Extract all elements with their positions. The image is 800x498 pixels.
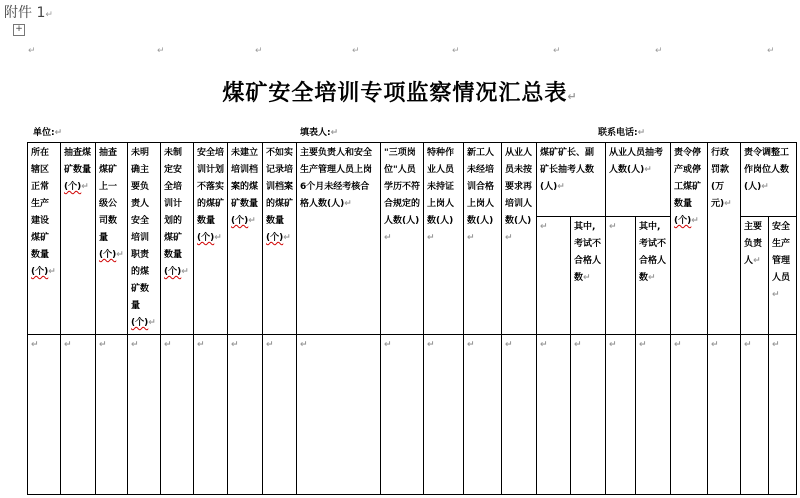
table-row bbox=[28, 335, 797, 495]
table-cell[interactable]: ↵ bbox=[61, 335, 96, 495]
filler-label: 填表人:↵ bbox=[300, 128, 339, 138]
header-cell: 煤矿矿长、副矿长抽考人数(人)↵ bbox=[537, 143, 606, 217]
header-cell: 特种作业人员未持证上岗人数(人)↵ bbox=[424, 143, 464, 335]
header-cell: 新工人未经培训合格上岗人数(人)↵ bbox=[464, 143, 502, 335]
table-cell[interactable]: ↵ bbox=[381, 335, 424, 495]
paragraph-mark-icon: ↵ bbox=[352, 46, 360, 56]
phone-label: 联系电话:↵ bbox=[598, 128, 646, 138]
table-cell[interactable]: ↵ bbox=[297, 335, 381, 495]
table-cell[interactable]: ↵ bbox=[741, 335, 769, 495]
header-cell: "三项岗位"人员学历不符合规定的人数(人)↵ bbox=[381, 143, 424, 335]
summary-table bbox=[27, 142, 797, 495]
unit-label: 单位:↵ bbox=[33, 128, 63, 138]
header-cell: 所在辖区正常生产建设煤矿数量(个)↵ bbox=[28, 143, 61, 335]
header-cell: 未明确主要负责人安全培训职责的煤矿数量(个)↵ bbox=[128, 143, 161, 335]
table-cell[interactable]: ↵ bbox=[636, 335, 671, 495]
table-cell[interactable]: ↵ bbox=[28, 335, 61, 495]
header-cell: 责令调整工作岗位人数(人)↵ bbox=[741, 143, 797, 217]
header-cell: 安全培训计划不落实的煤矿数量(个)↵ bbox=[194, 143, 228, 335]
header-row bbox=[28, 143, 797, 217]
header-cell: 抽查煤矿数量(个)↵ bbox=[61, 143, 96, 335]
table-cell[interactable]: ↵ bbox=[424, 335, 464, 495]
attachment-label: 附件 1↵ bbox=[4, 5, 53, 21]
table-cell[interactable]: ↵ bbox=[96, 335, 128, 495]
table-cell[interactable]: ↵ bbox=[708, 335, 741, 495]
header-cell: 从业人员抽考人数(人)↵ bbox=[606, 143, 671, 217]
table-cell[interactable]: ↵ bbox=[537, 335, 571, 495]
paragraph-mark-icon: ↵ bbox=[553, 46, 561, 56]
paragraph-mark-icon: ↵ bbox=[255, 46, 263, 56]
table-cell[interactable]: ↵ bbox=[671, 335, 708, 495]
header-cell: 不如实记录培训档案的煤矿数量(个)↵ bbox=[263, 143, 297, 335]
header-cell: 主要负责人和安全生产管理人员上岗6个月未经考核合格人数(人)↵ bbox=[297, 143, 381, 335]
table-move-handle-icon[interactable]: + bbox=[13, 24, 25, 36]
header-cell: 抽查煤矿上一级公司数量(个)↵ bbox=[96, 143, 128, 335]
table-cell[interactable]: ↵ bbox=[228, 335, 263, 495]
header-cell: 责令停产或停工煤矿数量(个)↵ bbox=[671, 143, 708, 335]
table-cell[interactable]: ↵ bbox=[769, 335, 797, 495]
header-cell: 安全生产管理人员↵ bbox=[769, 216, 797, 334]
header-cell: 其中,考试不合格人数↵ bbox=[636, 216, 671, 334]
header-cell: ↵ bbox=[537, 216, 571, 334]
table-cell[interactable]: ↵ bbox=[606, 335, 636, 495]
paragraph-mark-icon: ↵ bbox=[452, 46, 460, 56]
header-cell: 未建立培训档案的煤矿数量(个)↵ bbox=[228, 143, 263, 335]
table-cell[interactable]: ↵ bbox=[128, 335, 161, 495]
table-cell[interactable]: ↵ bbox=[194, 335, 228, 495]
header-cell: 从业人员未按要求再培训人数(人)↵ bbox=[502, 143, 537, 335]
page-title: 煤矿安全培训专项监察情况汇总表↵ bbox=[222, 80, 578, 106]
paragraph-mark-icon: ↵ bbox=[767, 46, 775, 56]
table-cell[interactable]: ↵ bbox=[571, 335, 606, 495]
header-cell: ↵ bbox=[606, 216, 636, 334]
table-cell[interactable]: ↵ bbox=[464, 335, 502, 495]
table-cell[interactable]: ↵ bbox=[161, 335, 194, 495]
paragraph-mark-icon: ↵ bbox=[157, 46, 165, 56]
header-cell: 未制定安全培训计划的煤矿数量(个)↵ bbox=[161, 143, 194, 335]
paragraph-mark-icon: ↵ bbox=[655, 46, 663, 56]
header-cell: 其中,考试不合格人数↵ bbox=[571, 216, 606, 334]
header-cell: 行政罚款(万元)↵ bbox=[708, 143, 741, 335]
table-cell[interactable]: ↵ bbox=[502, 335, 537, 495]
paragraph-mark-icon: ↵ bbox=[28, 46, 36, 56]
header-cell: 主要负责人↵ bbox=[741, 216, 769, 334]
table-cell[interactable]: ↵ bbox=[263, 335, 297, 495]
